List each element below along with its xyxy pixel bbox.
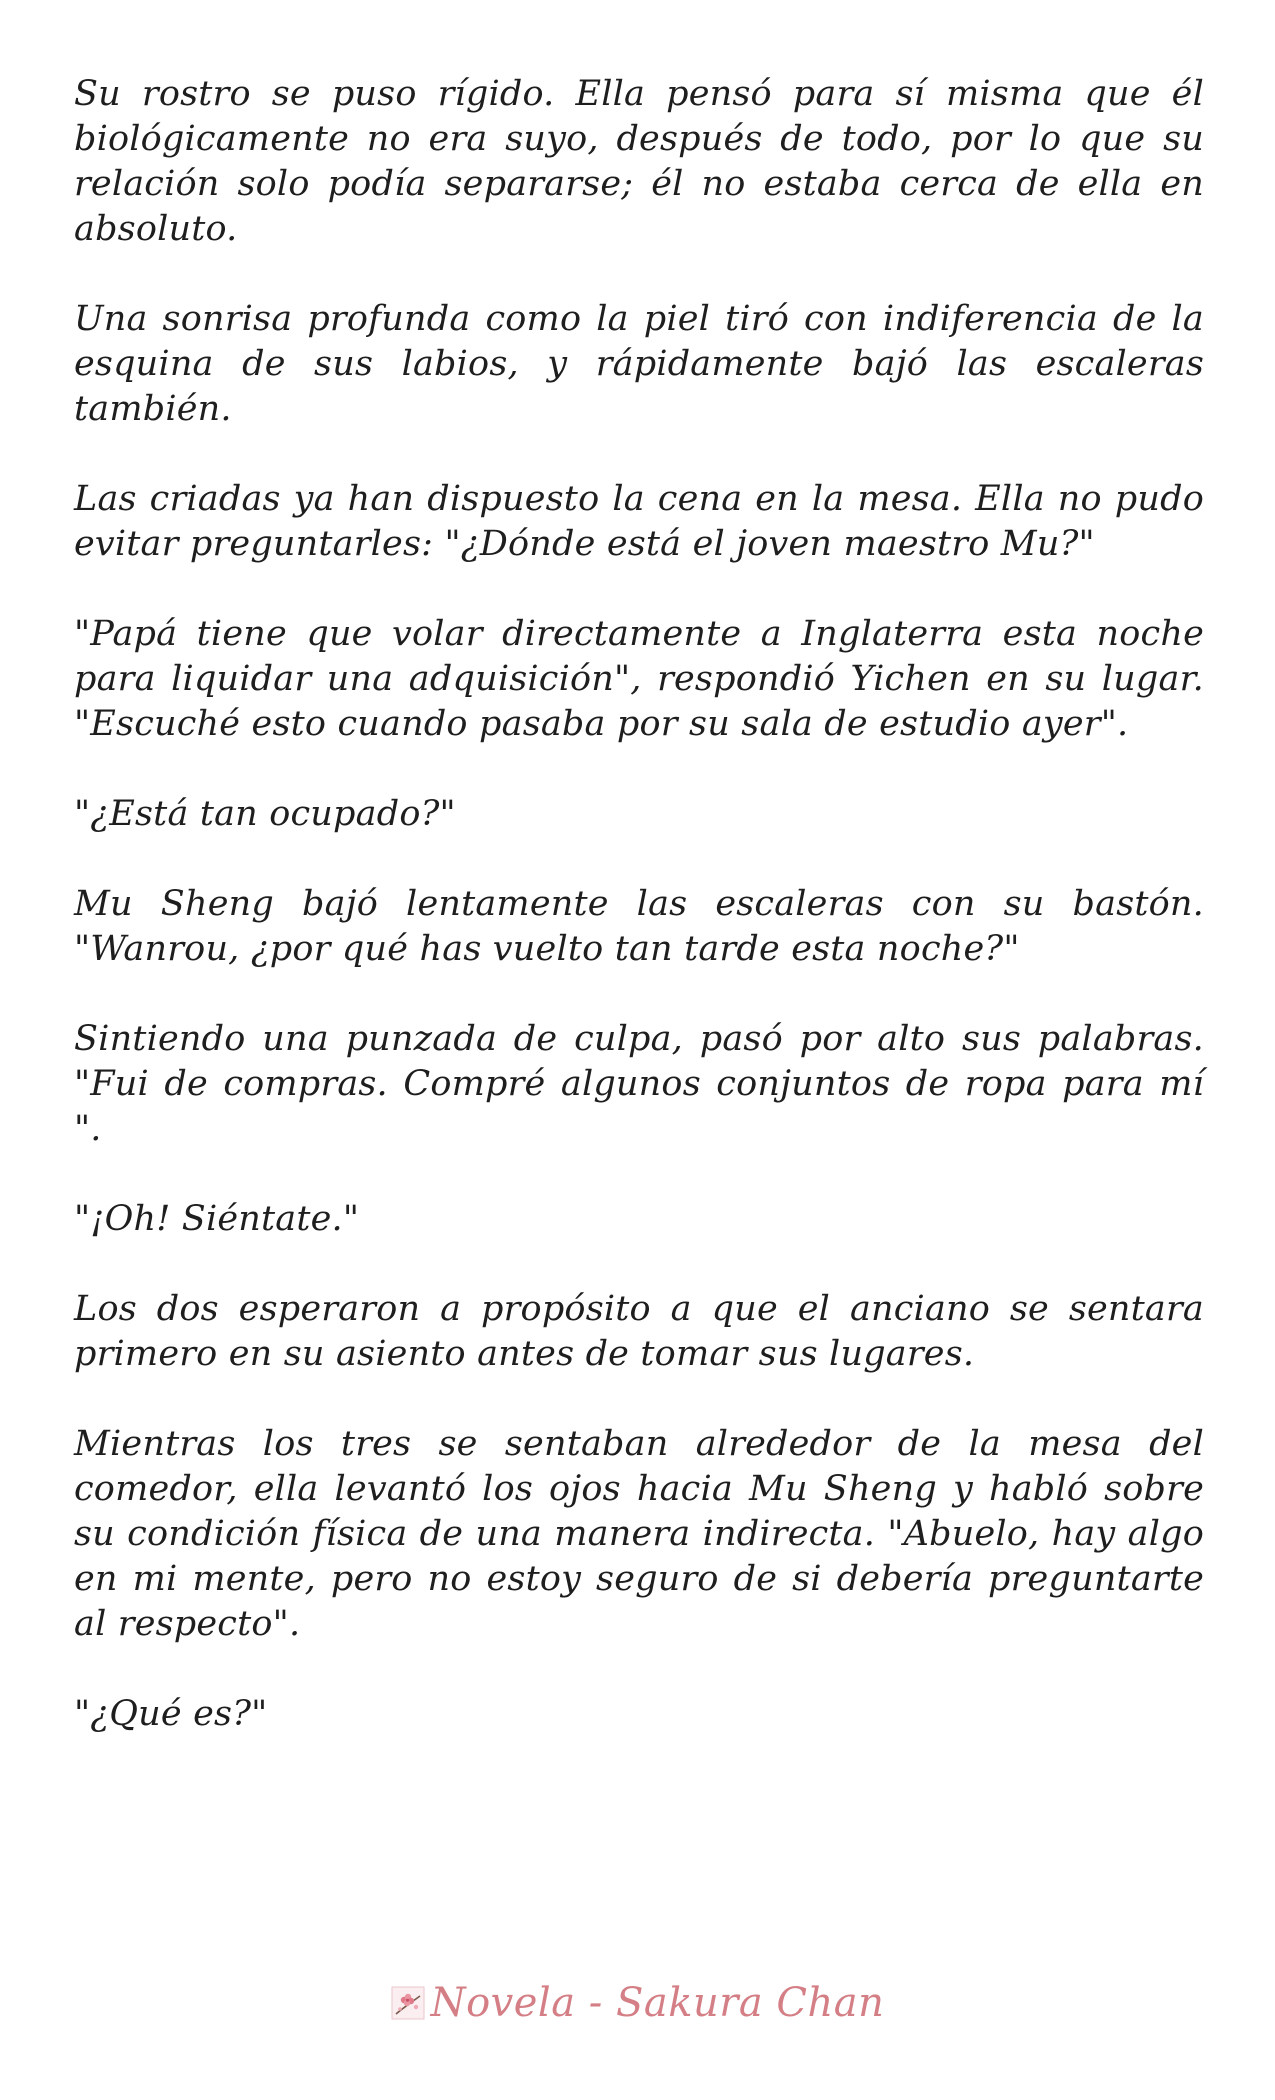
paragraph: "¿Qué es?": [74, 1694, 268, 1734]
document-body: [74, 72, 1204, 1782]
paragraph: Mu Sheng bajó lentamente las escaleras con su bastón. "Wanrou, ¿por qué has vuelto tan tarde esta noche?": [74, 884, 1204, 969]
paragraph: "Papá tiene que volar directamente a Inglaterra esta noche para liquidar una adquisición", respondió Yichen en su lugar. "Escuché esto cuando pasaba por su sala de estudio ayer".: [74, 614, 1204, 744]
watermark-text: Novela - Sakura Chan: [430, 1980, 885, 2026]
paragraph: Mientras los tres se sentaban alrededor de la mesa del comedor, ella levantó los ojos hacia Mu Sheng y habló sobre su condición física de una manera indirecta. "Abuelo, hay algo en mi mente, pero no estoy seguro de si debería preguntarte al respecto".: [74, 1424, 1204, 1644]
paragraph: Una sonrisa profunda como la piel tiró con indiferencia de la esquina de sus labios, y rápidamente bajó las escaleras también.: [74, 299, 1204, 429]
paragraph: Sintiendo una punzada de culpa, pasó por alto sus palabras. "Fui de compras. Compré algunos conjuntos de ropa para mí ".: [74, 1019, 1204, 1149]
paragraph: "¿Está tan ocupado?": [74, 794, 456, 834]
sakura-blossom-icon: [391, 1986, 425, 2020]
paragraph: Su rostro se puso rígido. Ella pensó para sí misma que él biológicamente no era suyo, después de todo, por lo que su relación solo podía separarse; él no estaba cerca de ella en absoluto.: [74, 74, 1204, 249]
paragraph: Las criadas ya han dispuesto la cena en la mesa. Ella no pudo evitar preguntarles: "¿Dónde está el joven maestro Mu?": [74, 479, 1204, 564]
paragraph: Los dos esperaron a propósito a que el anciano se sentara primero en su asiento antes de tomar sus lugares.: [74, 1289, 1204, 1374]
footer-watermark: [0, 1980, 1275, 2026]
watermark-group: [391, 1980, 885, 2026]
paragraph: "¡Oh! Siéntate.": [74, 1199, 360, 1239]
